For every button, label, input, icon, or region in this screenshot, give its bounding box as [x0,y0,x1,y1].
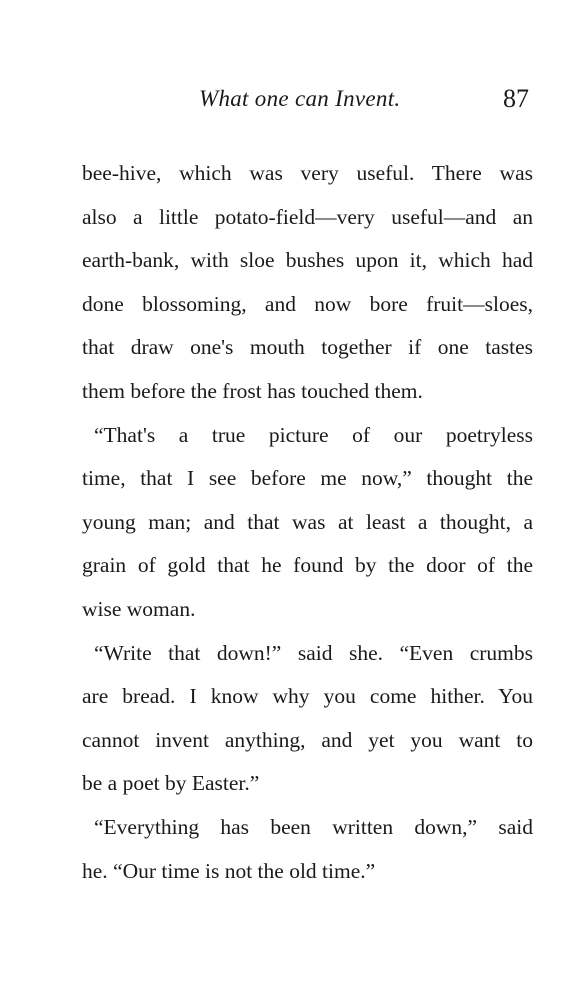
text-line: done blossoming, and now bore fruit—sloes, [82,291,533,316]
page-number: 87 [503,84,529,113]
text-line: “That's a true picture of our poetryless [94,422,533,447]
body-text [82,152,533,893]
running-title: What one can Invent. [199,86,401,111]
text-line: bee-hive, which was very useful. There was [82,161,533,185]
text-line: cannot invent anything, and yet you want to [82,727,533,752]
text-line: “Write that down!” said she. “Even crumbs [94,640,533,665]
text-line: young man; and that was at least a thought, a [82,509,533,534]
text-line: earth-bank, with sloe bushes upon it, which had [82,248,533,273]
text-line: grain of gold that he found by the door of the [82,553,533,578]
text-line: time, that I see before me now,” thought the [82,466,533,491]
text-line: also a little potato-field—very useful—and an [82,204,533,229]
text-line: that draw one's mouth together if one tastes [82,335,533,360]
text-line: wise woman. [82,596,196,621]
text-line: he. “Our time is not the old time.” [82,858,376,883]
text-line: be a poet by Easter.” [82,771,260,796]
running-head [0,86,585,126]
text-line: “Everything has been written down,” said [94,814,533,839]
text-line: them before the frost has touched them. [82,378,423,403]
text-line: are bread. I know why you come hither. You [82,684,533,709]
